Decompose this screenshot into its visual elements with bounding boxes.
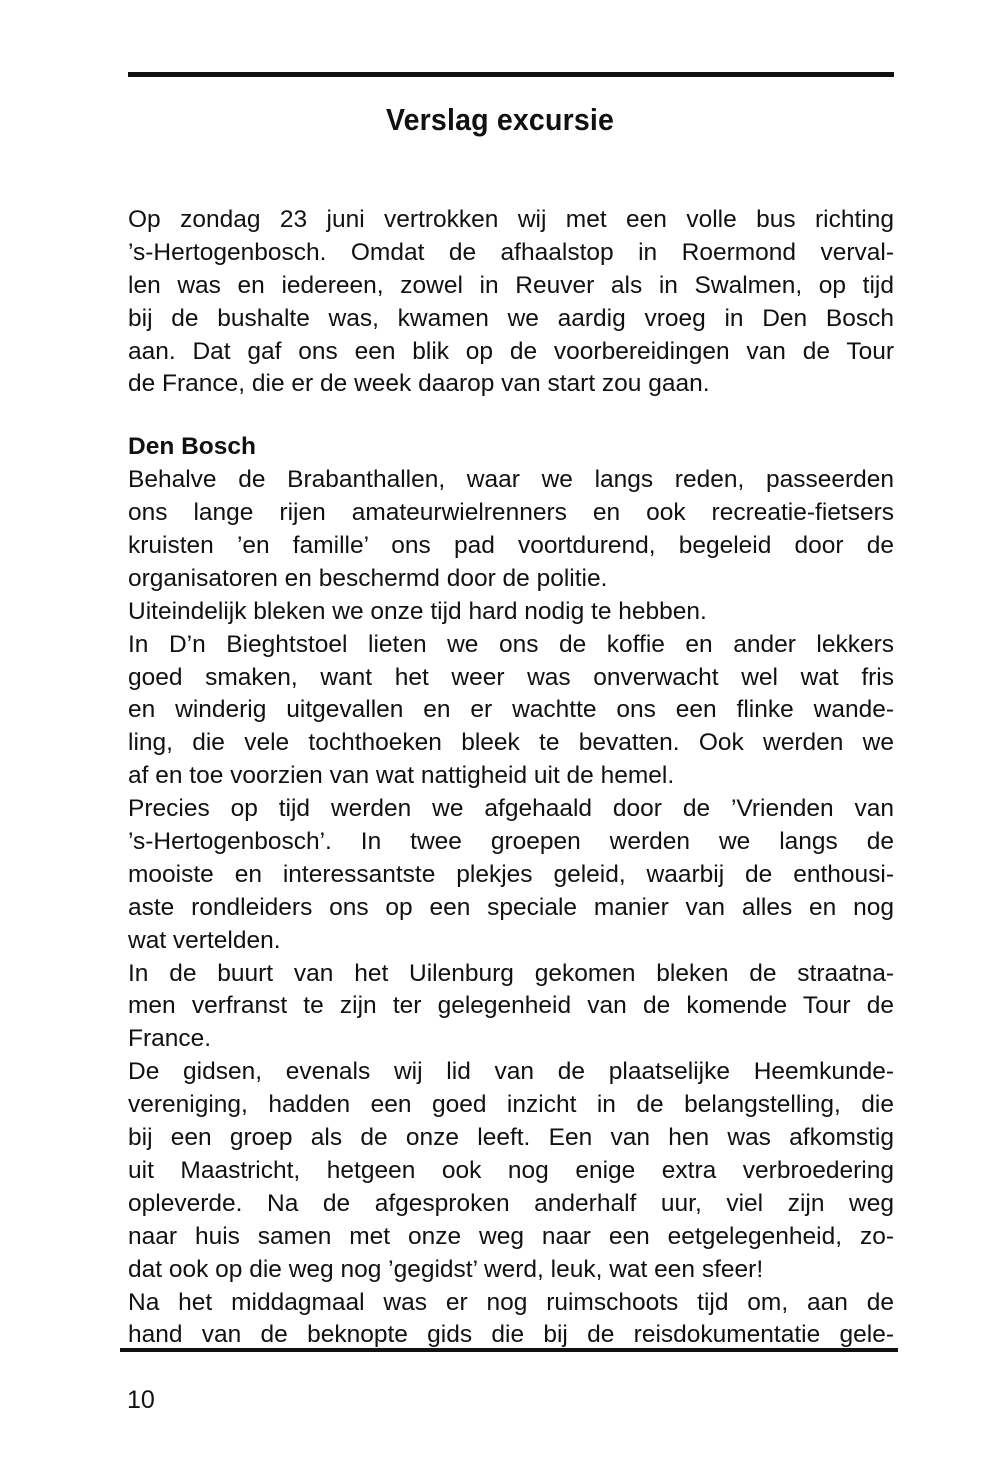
section-heading: Den Bosch	[128, 433, 256, 461]
text-line: France.	[128, 1025, 212, 1053]
page-number: 10	[127, 1386, 155, 1414]
text-line: uit Maastricht, hetgeen ook nog enige extra verbroedering	[128, 1156, 894, 1184]
text-line: ling, die vele tochthoeken bleek te bevatten. Ook werden we	[128, 729, 894, 757]
text-line: Na het middagmaal was er nog ruimschoots tijd om, aan de	[128, 1288, 894, 1316]
text-line: aan. Dat gaf ons een blik op de voorbereidingen van de Tour	[128, 337, 894, 365]
text-line: en winderig uitgevallen en er wachtte ons een flinke wande-	[128, 696, 894, 724]
text-line: men verfranst te zijn ter gelegenheid van de komende Tour de	[128, 992, 894, 1020]
bottom-rule	[120, 1348, 898, 1352]
text-line: ’s-Hertogenbosch. Omdat de afhaalstop in Roermond verval-	[128, 238, 894, 266]
text-line: naar huis samen met onze weg naar een eetgelegenheid, zo-	[128, 1222, 894, 1250]
text-line: kruisten ’en famille’ ons pad voortdurend, begeleid door de	[128, 532, 894, 560]
page-title: Verslag excursie	[385, 102, 615, 137]
text-line: len was en iedereen, zowel in Reuver als in Swalmen, op tijd	[128, 271, 894, 299]
text-line: Precies op tijd werden we afgehaald door de ’Vrienden van	[128, 795, 894, 823]
text-line: opleverde. Na de afgesproken anderhalf uur, viel zijn weg	[128, 1189, 894, 1217]
text-line: bij de bushalte was, kwamen we aardig vroeg in Den Bosch	[128, 304, 894, 332]
text-line: wat vertelden.	[128, 926, 281, 954]
top-rule	[128, 72, 894, 77]
article-body	[128, 204, 894, 1352]
section-paragraphs	[128, 464, 894, 1352]
text-line: dat ook op die weg nog ’gegidst’ werd, leuk, wat een sfeer!	[128, 1255, 764, 1283]
text-line: Op zondag 23 juni vertrokken wij met een volle bus richting	[128, 206, 894, 233]
text-line: hand van de beknopte gids die bij de reisdokumentatie gele-	[128, 1321, 894, 1349]
text-line: de France, die er de week daarop van start zou gaan.	[128, 370, 710, 398]
text-line: De gidsen, evenals wij lid van de plaatselijke Heemkunde-	[128, 1058, 894, 1086]
text-line: In D’n Bieghtstoel lieten we ons de koffie en ander lekkers	[128, 630, 894, 658]
text-line: ons lange rijen amateurwielrenners en ook recreatie-fietsers	[128, 499, 894, 527]
text-line: In de buurt van het Uilenburg gekomen bleken de straatna-	[128, 959, 894, 987]
text-line: aste rondleiders ons op een speciale manier van alles en nog	[128, 893, 894, 921]
text-line: goed smaken, want het weer was onverwacht wel wat fris	[128, 663, 894, 691]
text-line: organisatoren en beschermd door de politie.	[128, 564, 608, 592]
text-line: Uiteindelijk bleken we onze tijd hard nodig te hebben.	[128, 597, 707, 625]
paragraph-gap	[128, 401, 894, 431]
intro-paragraph	[128, 204, 894, 401]
text-line: ’s-Hertogenbosch’. In twee groepen werden we langs de	[128, 828, 894, 856]
text-line: vereniging, hadden een goed inzicht in de belangstelling, die	[128, 1091, 894, 1119]
text-line: bij een groep als de onze leeft. Een van hen was afkomstig	[128, 1124, 894, 1152]
text-line: mooiste en interessantste plekjes geleid, waarbij de enthousi-	[128, 860, 894, 888]
text-line: Behalve de Brabanthallen, waar we langs reden, passeerden	[128, 466, 894, 494]
text-line: af en toe voorzien van wat nattigheid uit de hemel.	[128, 762, 675, 790]
